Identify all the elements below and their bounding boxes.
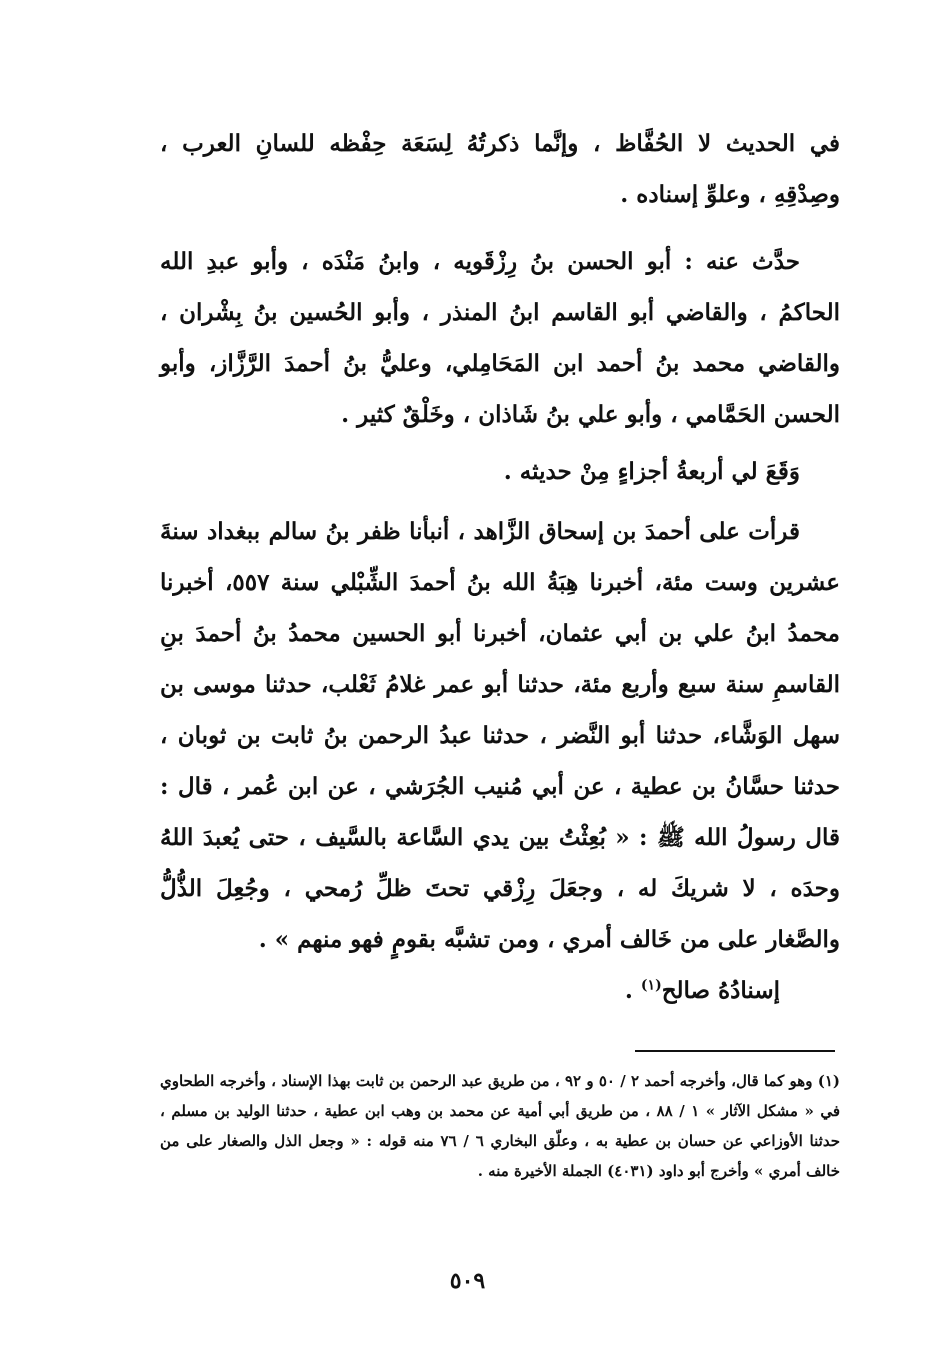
paragraph-grading bbox=[160, 965, 840, 1016]
grading-text: إسنادُهُ صالح bbox=[661, 977, 780, 1004]
footnote-divider bbox=[635, 1050, 835, 1052]
paragraph-parts: وَقَعَ لي أربعةُ أجزاءٍ مِنْ حديثه . bbox=[503, 458, 800, 485]
footnote: (١) وهو كما قال، وأخرجه أحمد ٢ / ٥٠ و ٩٢ ، من طريق عبد الرحمن بن ثابت بهذا الإسناد ، وأخرجه الطحاوي في « مشكل الآثار » ١ / ٨٨ ، من طريق أبي أمية عن محمد بن وهب ابن عطية ، حدثنا الوليد بن مسلم ، حدثنا الأوزاعي عن حسان بن عطية به ، وعلّق البخاري ٦ / ٧٦ منه قوله : « وجعل الذل والصغار على من خالف أمري » وأخرج أبو داود (٤٠٣١) الجملة الأخيرة منه . bbox=[160, 1072, 840, 1180]
paragraph-narrators: حدَّث عنه : أبو الحسن بنُ رِزْقَويه ، وابنُ مَنْدَه ، وأبو عبدِ الله الحاكمُ ، والقاضي أبو القاسم ابنُ المنذر ، وأبو الحُسين بنُ بِشْران ، والقاضي محمد بنُ أحمد ابن المَحَامِلي، وعليُّ بنُ أحمدَ الرَّزَّاز، وأبو الحسن الحَمَّامي ، وأبو علي بنُ شَاذان ، وخَلْقٌ كثير . bbox=[160, 248, 840, 428]
paragraph-hadith: قرأت على أحمدَ بن إسحاق الزَّاهد ، أنبأنا ظفر بنُ سالم ببغداد سنةَ عشرين وست مئة، أخبرنا هِبَةُ الله بنُ أحمدَ الشِّبْلي سنة ٥٥٧، أخبرنا محمدُ ابنُ علي بن أبي عثمان، أخبرنا أبو الحسين محمدُ بنُ أحمدَ بنِ القاسمِ سنة سبع وأربع مئة، حدثنا أبو عمر غلامُ ثَعْلب، حدثنا موسى بن سهل الوَشَّاء، حدثنا أبو النَّضر ، حدثنا عبدُ الرحمن بنُ ثابت بن ثوبان ، حدثنا حسَّانُ بن عطية ، عن أبي مُنيب الجُرَشي ، عن ابن عُمر ، قال : قال رسولُ الله ﷺ : « بُعِثْتُ بين يدي السَّاعة بالسَّيف ، حتى يُعبدَ اللهُ وحدَه ، لا شريكَ له ، وجعَلَ رِزْقي تحتَ ظلِّ رُمحي ، وجُعِلَ الذُّلُّ والصَّغار على من خَالف أمري ، ومن تشبَّه بقومٍ فهو منهم » . bbox=[160, 518, 840, 953]
grading-end: . bbox=[624, 977, 641, 1004]
footnote-reference: (١) bbox=[640, 977, 662, 994]
page-number: ٥٠٩ bbox=[449, 1268, 486, 1294]
paragraph-intro: في الحديث لا الحُفَّاظ ، وإنَّما ذكرتُهُ لِسَعَة حِفْظه للسانِ العرب ، وصِدْقِهِ ، وعلوِّ إسناده . bbox=[160, 130, 840, 208]
